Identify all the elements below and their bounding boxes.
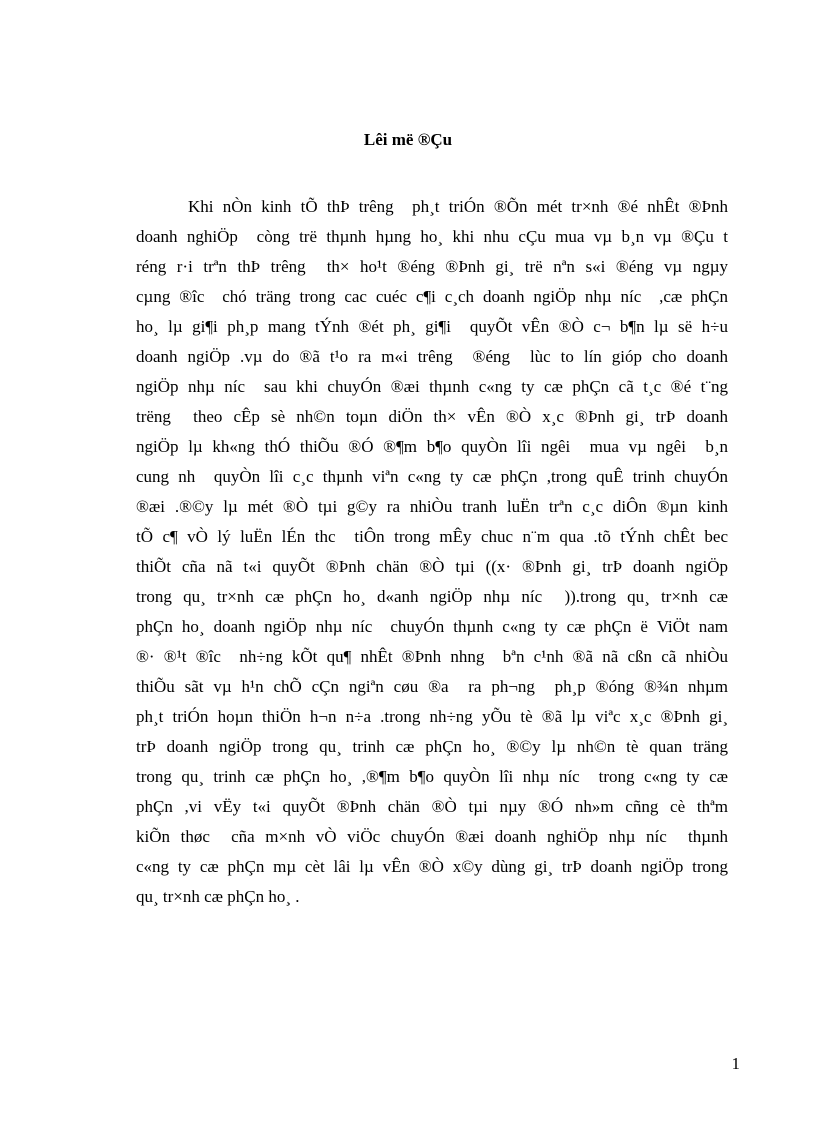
page-number: 1 [731, 1054, 740, 1073]
body-paragraph [136, 192, 728, 912]
paragraph-line: doanh ngiÖp .vµ do ®ã t¹o ra m«i trêng ®éng lùc to lín gióp cho doanh [136, 347, 728, 366]
paragraph-line: qu¸ tr×nh cæ phÇn ho¸ . [136, 887, 300, 906]
paragraph-line: ngiÖp nhµ níc sau khi chuyÓn ®æi thµnh c«ng ty cæ phÇn cã t¸c ®é t¨ng [136, 377, 728, 396]
paragraph-line: phÇn ,vi vËy t«i quyÕt ®Þnh chän ®Ò tµi nµy ®Ó nh»m cñng cè thªm [136, 797, 728, 816]
paragraph-line: phÇn ho¸ doanh ngiÖp nhµ níc chuyÓn thµnh c«ng ty cæ phÇn ë ViÖt nam [136, 617, 728, 636]
paragraph-line: réng r·i trªn thÞ trêng th× ho¹t ®éng ®Þnh gi¸ trë nªn s«i ®éng vµ ngµy [136, 257, 728, 276]
paragraph-line: thiÕu sãt vµ h¹n chÕ cÇn ngiªn cøu ®a ra ph¬ng ph¸p ®óng ®¾n nhµm [136, 677, 728, 696]
paragraph-line: trëng theo cÊp sè nh©n toµn diÖn th× vÊn ®Ò x¸c ®Þnh gi¸ trÞ doanh [136, 407, 728, 426]
paragraph-line: kiÕn thøc cña m×nh vÒ viÖc chuyÓn ®æi doanh nghiÖp nhµ níc thµnh [136, 827, 728, 846]
paragraph-line: trong qu¸ tr×nh cæ phÇn ho¸ d«anh ngiÖp nhµ níc )).trong qu¸ tr×nh cæ [136, 587, 728, 606]
paragraph-line: Khi nÒn kinh tÕ thÞ trêng ph¸t triÓn ®Õn mét tr×nh ®é nhÊt ®Þnh [188, 197, 728, 216]
paragraph-line: trong qu¸ trinh cæ phÇn ho¸ ,®¶m b¶o quyÒn lîi nhµ níc trong c«ng ty cæ [136, 767, 728, 786]
page-title: Lêi më ®Çu [363, 130, 453, 149]
paragraph-line: c«ng ty cæ phÇn mµ cèt lâi lµ vÊn ®Ò x©y dùng gi¸ trÞ doanh ngiÖp trong [136, 857, 728, 876]
paragraph-line: tÕ c¶ vÒ lý luËn lÉn thc tiÔn trong mÊy chuc n¨m qua .tõ tÝnh chÊt bec [136, 527, 728, 546]
paragraph-line: ph¸t triÓn hoµn thiÖn h¬n n÷a .trong nh÷ng yÕu tè ®ã lµ viªc x¸c ®Þnh gi¸ [136, 707, 728, 726]
paragraph-line: thiÕt cña nã t«i quyÕt ®Þnh chän ®Ò tµi ((x· ®Þnh gi¸ trÞ doanh ngiÖp [136, 557, 728, 576]
paragraph-line: cung nh quyÒn lîi c¸c thµnh viªn c«ng ty cæ phÇn ,trong quÊ trinh chuyÓn [136, 467, 728, 486]
paragraph-line: trÞ doanh ngiÖp trong qu¸ trinh cæ phÇn ho¸ ®©y lµ nh©n tè quan träng [136, 737, 728, 756]
paragraph-line: ®· ®¹t ®îc nh÷ng kÕt qu¶ nhÊt ®Þnh nhng bªn c¹nh ®ã nã cßn cã nhiÒu [136, 647, 728, 666]
paragraph-line: ®æi .®©y lµ mét ®Ò tµi g©y ra nhiÒu tranh luËn trªn c¸c diÔn ®µn kinh [136, 497, 728, 516]
paragraph-line: ngiÖp lµ kh«ng thÓ thiÕu ®Ó ®¶m b¶o quyÒn lîi ngêi mua vµ ngêi b¸n [136, 437, 728, 456]
paragraph-line: doanh nghiÖp còng trë thµnh hµng ho¸ khi nhu cÇu mua vµ b¸n vµ ®Çu t [136, 227, 728, 246]
paragraph-line: cµng ®îc chó träng trong cac cuéc c¶i c¸ch doanh ngiÖp nhµ níc ,cæ phÇn [136, 287, 728, 306]
paragraph-line: ho¸ lµ gi¶i ph¸p mang tÝnh ®ét ph¸ gi¶i quyÕt vÊn ®Ò c¬ b¶n lµ së h÷u [136, 317, 728, 336]
